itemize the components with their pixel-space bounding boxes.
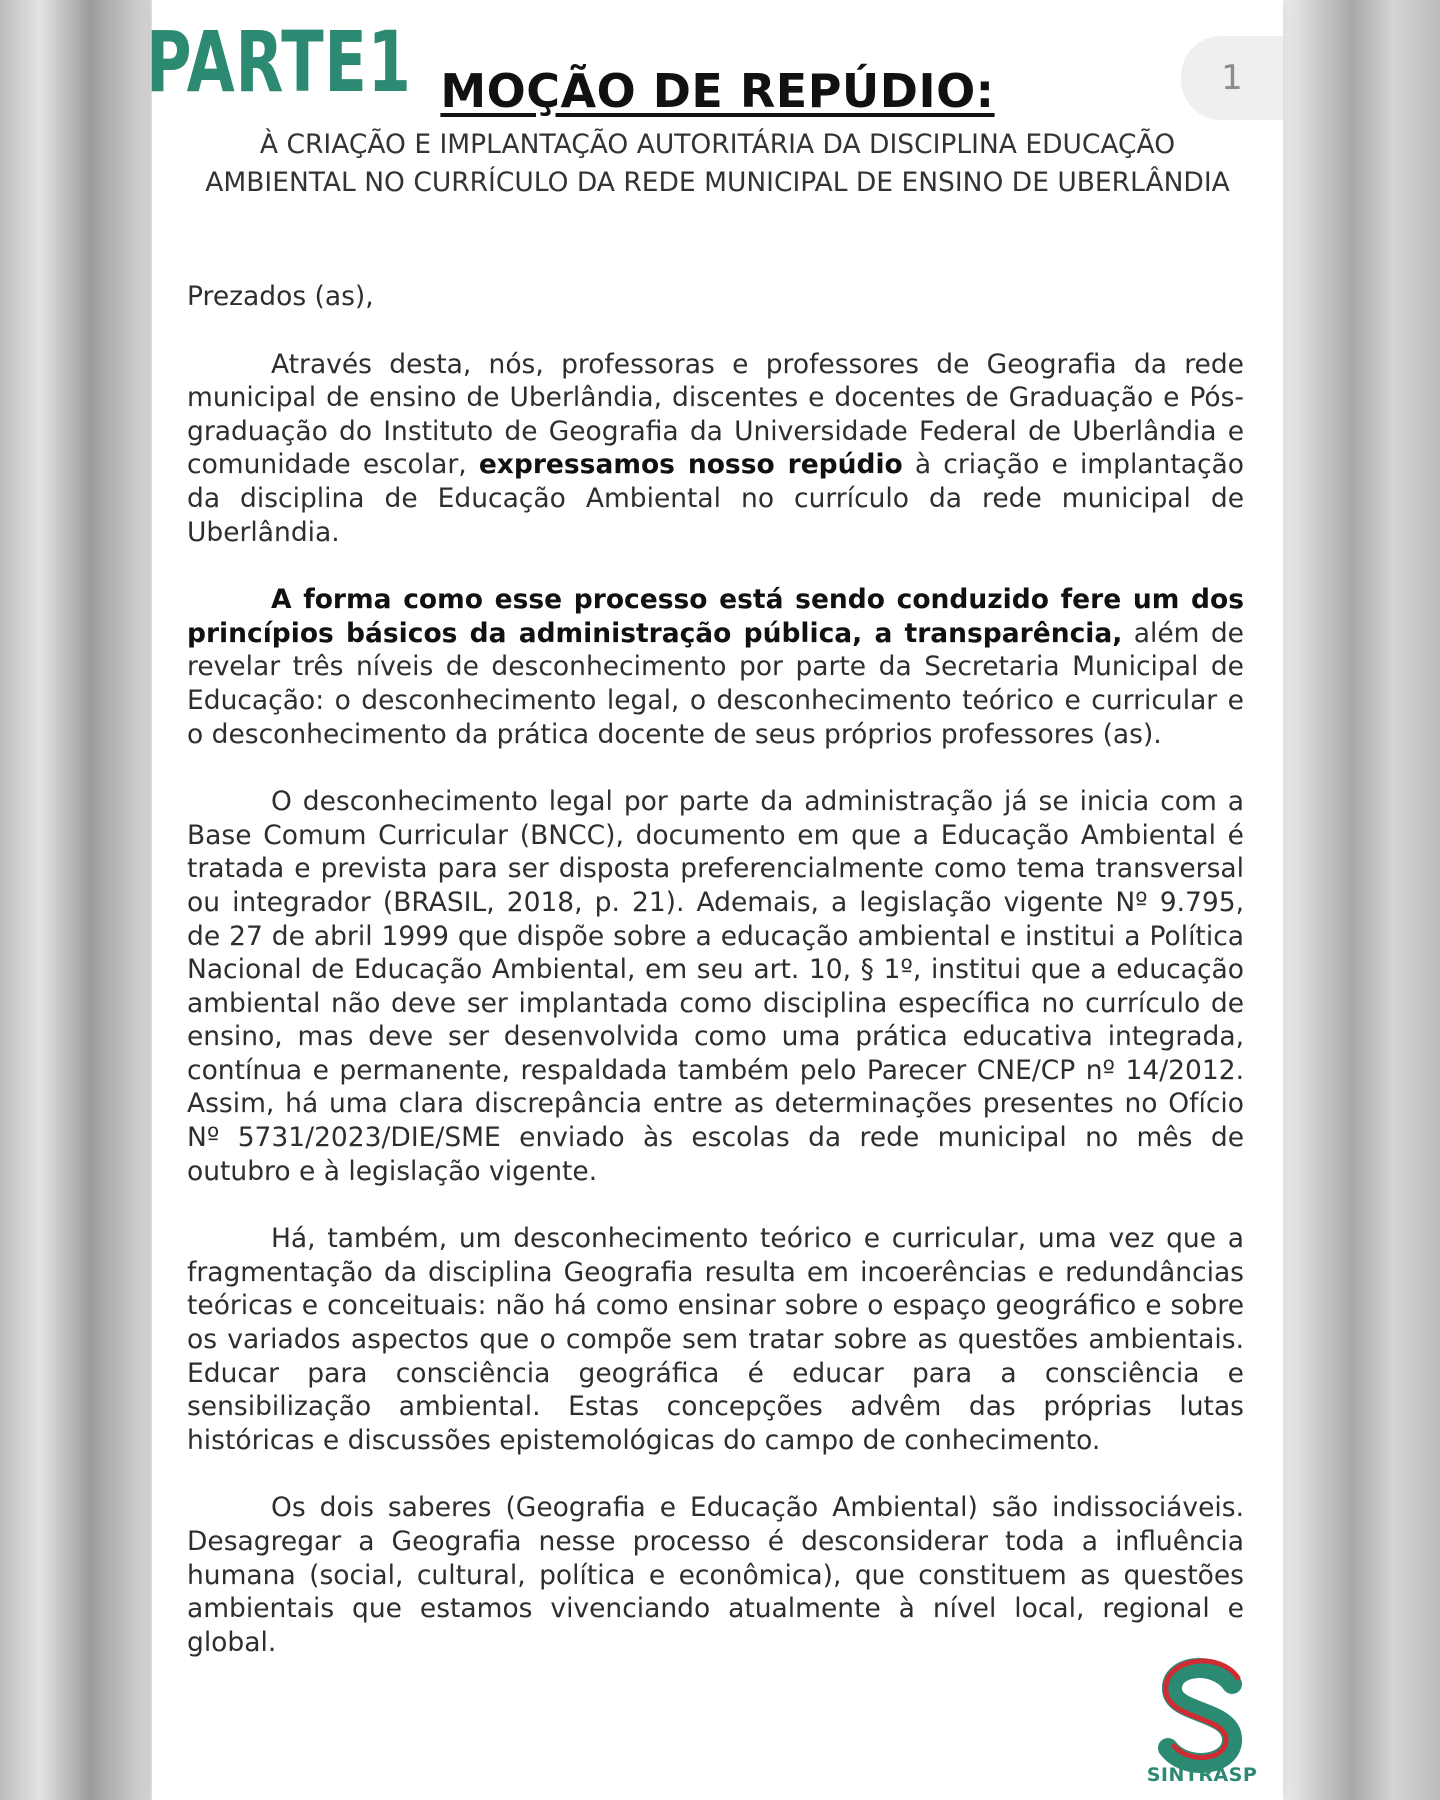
logo-label: SINTRASP [1146,1764,1258,1786]
page-number-tab: 1 [1181,36,1283,120]
paragraph-1-text-a: Através desta, nós, professoras e professores de Geografia da rede municipal de ensino de Uberlândia, discentes e docentes de Graduação e Pós-graduação do Instituto de Geografia da Universidade Federal de Uberlândia e comunidade escolar, [187,348,1244,481]
paragraph-5: Os dois saberes (Geografia e Educação Ambiental) são indissociáveis. Desagregar a Geografia nesse processo é desconsiderar toda a influência humana (social, cultural, política e econômica), que constituem as questões ambientais que estamos vivenciando atualmente à nível local, regional e global. [187,1492,1244,1658]
subtitle-line-1: À CRIAÇÃO E IMPLANTAÇÃO AUTORITÁRIA DA DISCIPLINA EDUCAÇÃO [259,129,1176,160]
document-title: MOÇÃO DE REPÚDIO: [440,64,995,118]
part-badge: PARTE1 [146,13,412,111]
paragraph-1-text-b: à criação e implantação da disciplina de Educação Ambiental no currículo da rede municipal de Uberlândia. [187,449,1244,548]
paragraph-3: O desconhecimento legal por parte da administração já se inicia com a Base Comum Curricular (BNCC), documento em que a Educação Ambiental é tratada e prevista para ser disposta preferencialmente como tema transversal ou integrador (BRASIL, 2018, p. 21). Ademais, a legislação vigente Nº 9.795, de 27 de abril 1999 que dispõe sobre a educação ambiental e institui a Política Nacional de Educação Ambiental, em seu art. 10, § 1º, institui que a educação ambiental não deve ser implantada como disciplina específica no currículo de ensino, mas deve ser desenvolvida como uma prática educativa integrada, contínua e permanente, respaldada também pelo Parecer CNE/CP nº 14/2012. Assim, há uma clara discrepância entre as determinações presentes no Ofício Nº 5731/2023/DIE/SME enviado às escolas da rede municipal no mês de outubro e à legislação vigente. [187,786,1244,1187]
subtitle-line-2: AMBIENTAL NO CURRÍCULO DA REDE MUNICIPAL DE ENSINO DE UBERLÂNDIA [205,167,1230,198]
paragraph-4: Há, também, um desconhecimento teórico e curricular, uma vez que a fragmentação da disciplina Geografia resulta em incoerências e redundâncias teóricas e conceituais: não há como ensinar sobre o espaço geográfico e sobre os variados aspectos que o compõe sem tratar sobre as questões ambientais. Educar para consciência geográfica é educar para a consciência e sensibilização ambiental. Estas concepções advêm das próprias lutas históricas e discussões epistemológicas do campo de conhecimento. [187,1223,1244,1456]
paragraph-1-bold: expressamos nosso repúdio [478,449,903,481]
document-subtitle [152,126,1283,202]
paragraph-2-bold: A forma como esse processo está sendo conduzido fere um dos princípios básicos da administração pública, a transparência, [187,584,1244,649]
document-body [187,280,1244,1693]
paragraph-1 [187,348,1244,550]
greeting: Prezados (as), [187,281,374,312]
paragraph-2-text: além de revelar três níveis de desconhecimento por parte da Secretaria Municipal de Educação: o desconhecimento legal, o desconhecimento teórico e curricular e o desconhecimento da prática docente de seus próprios professores (as). [187,617,1244,750]
blurred-background-right [1283,0,1440,1800]
paragraph-2 [187,583,1244,751]
